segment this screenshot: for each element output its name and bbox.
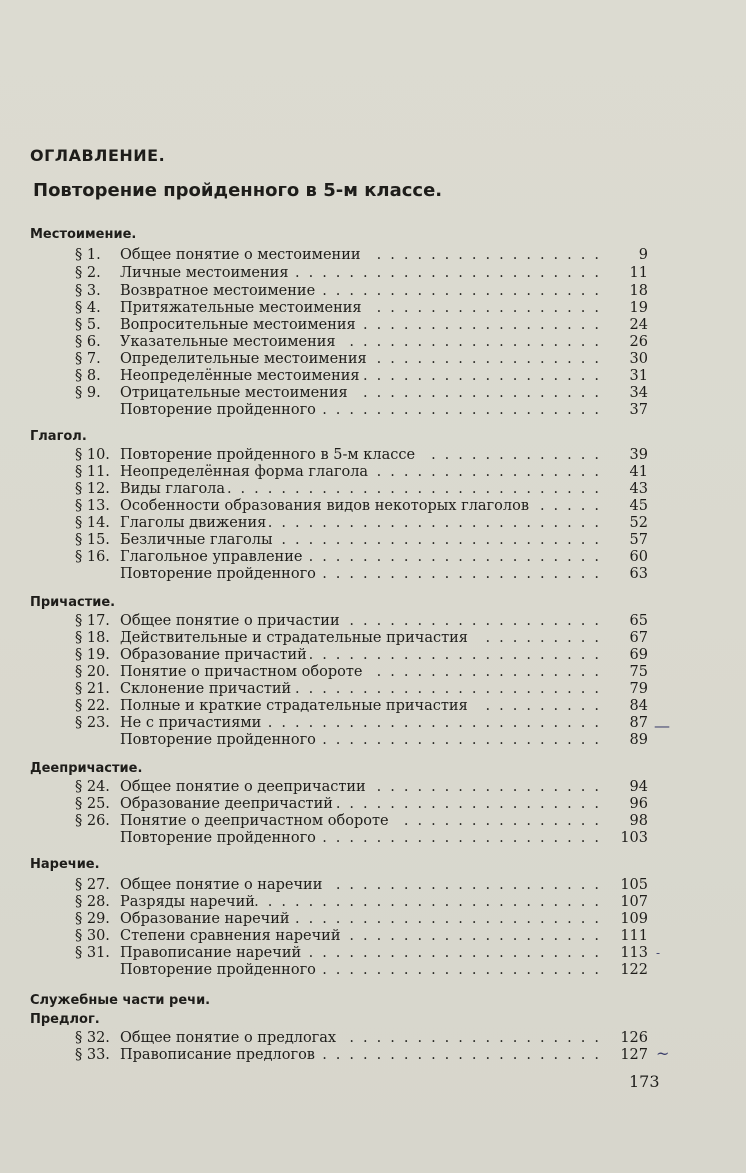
toc-entry <box>75 247 648 264</box>
dot-leader: ......... <box>485 698 608 714</box>
entry-page: 43 <box>629 481 648 497</box>
section-heading: Наречие. <box>30 857 100 872</box>
dot-leader: ................... <box>349 928 608 944</box>
entry-title: Действительные и страдательные причастия <box>120 630 468 646</box>
entry-title: Повторение пройденного <box>120 402 316 418</box>
section-number: § 6. <box>75 334 101 350</box>
dot-leader: ......... <box>485 630 608 646</box>
entry-page: 37 <box>629 402 648 418</box>
toc-entry <box>75 630 648 647</box>
toc-entry <box>75 481 648 498</box>
entry-page: 79 <box>629 681 648 697</box>
section-number: § 17. <box>75 613 110 629</box>
entry-title: Повторение пройденного в 5-м классе <box>120 447 416 463</box>
toc-entry <box>75 317 648 334</box>
toc-entry <box>75 334 648 351</box>
section-number: § 27. <box>75 877 110 893</box>
dot-leader: ................... <box>349 1030 608 1046</box>
entry-page: 111 <box>620 928 648 944</box>
pencil-mark: ~ <box>656 1044 670 1063</box>
toc-entry <box>75 265 648 282</box>
dot-leader: .................. <box>363 317 608 333</box>
entry-title: Склонение причастий <box>120 681 292 697</box>
toc-entry <box>75 732 648 749</box>
entry-page: 60 <box>629 549 648 565</box>
section-number: § 33. <box>75 1047 110 1063</box>
entry-page: 30 <box>629 351 648 367</box>
dot-leader: ....................... <box>294 911 608 927</box>
section-number: § 16. <box>75 549 110 565</box>
section-number: § 19. <box>75 647 110 663</box>
entry-page: 41 <box>629 464 648 480</box>
entry-title: Понятие о причастном обороте <box>120 664 363 680</box>
entry-title: Повторение пройденного <box>120 566 316 582</box>
section-heading: Предлог. <box>30 1012 100 1027</box>
entry-title: Общее понятие о предлогах <box>120 1030 337 1046</box>
entry-title: Возвратное местоимение <box>120 283 316 299</box>
entry-page: 39 <box>629 447 648 463</box>
toc-entry <box>75 664 648 681</box>
entry-title: Глагольное управление <box>120 549 303 565</box>
entry-title: Образование деепричастий <box>120 796 333 812</box>
toc-entry <box>75 945 648 962</box>
dot-leader: ................. <box>376 351 608 367</box>
dot-leader: ............... <box>403 813 608 829</box>
toc-entry <box>75 515 648 532</box>
toc-entry <box>75 351 648 368</box>
dot-leader: ..................... <box>322 830 608 846</box>
entry-title: Не с причастиями <box>120 715 262 731</box>
entry-title: Общее понятие о причастии <box>120 613 340 629</box>
section-number: § 11. <box>75 464 110 480</box>
toc-entry <box>75 1047 648 1064</box>
dot-leader: ..................... <box>322 566 608 582</box>
toc-entry <box>75 813 648 830</box>
toc-entry <box>75 681 648 698</box>
section-number: § 15. <box>75 532 110 548</box>
entry-title: Отрицательные местоимения <box>120 385 348 401</box>
entry-page: 57 <box>629 532 648 548</box>
toc-entry <box>75 532 648 549</box>
entry-page: 98 <box>629 813 648 829</box>
entry-page: 34 <box>629 385 648 401</box>
entry-title: Полные и краткие страдательные причастия <box>120 698 468 714</box>
entry-title: Глаголы движения <box>120 515 267 531</box>
dot-leader: ..................... <box>322 962 608 978</box>
entry-page: 75 <box>629 664 648 680</box>
toc-entry <box>75 300 648 317</box>
toc-entry <box>75 464 648 481</box>
toc-entry <box>75 368 648 385</box>
dot-leader: ........................ <box>281 532 608 548</box>
section-number: § 2. <box>75 265 101 281</box>
section-heading: Деепричастие. <box>30 761 143 776</box>
section-number: § 29. <box>75 911 110 927</box>
entry-title: Притяжательные местоимения <box>120 300 362 316</box>
section-number: § 28. <box>75 894 110 910</box>
entry-page: 113 <box>620 945 648 961</box>
pencil-mark: - <box>656 946 661 960</box>
section-number: § 31. <box>75 945 110 961</box>
dot-leader: ................... <box>349 613 608 629</box>
entry-title: Безличные глаголы <box>120 532 273 548</box>
toc-entry <box>75 1030 648 1047</box>
entry-page: 45 <box>629 498 648 514</box>
dot-leader: ...................... <box>308 647 608 663</box>
entry-title: Определительные местоимения <box>120 351 367 367</box>
dot-leader: ................. <box>376 464 608 480</box>
toc-entry <box>75 385 648 402</box>
toc-entry <box>75 962 648 979</box>
entry-title: Понятие о деепричастном обороте <box>120 813 389 829</box>
section-number: § 20. <box>75 664 110 680</box>
entry-title: Повторение пройденного <box>120 830 316 846</box>
toc-entry <box>75 911 648 928</box>
entry-title: Образование наречий <box>120 911 290 927</box>
toc-entry <box>75 402 648 419</box>
dot-leader: ............................ <box>226 481 608 497</box>
dot-leader: ...................... <box>308 945 608 961</box>
toc-title: ОГЛАВЛЕНИЕ. <box>30 146 166 165</box>
section-number: § 32. <box>75 1030 110 1046</box>
entry-title: Повторение пройденного <box>120 962 316 978</box>
entry-title: Правописание предлогов <box>120 1047 315 1063</box>
toc-entry <box>75 549 648 566</box>
entry-page: 9 <box>638 247 648 263</box>
section-number: § 18. <box>75 630 110 646</box>
entry-page: 26 <box>629 334 648 350</box>
dot-leader: ................... <box>349 334 608 350</box>
section-number: § 5. <box>75 317 101 333</box>
dot-leader: ................. <box>376 300 608 316</box>
entry-title: Степени сравнения наречий <box>120 928 341 944</box>
toc-entry <box>75 715 648 732</box>
section-number: § 7. <box>75 351 101 367</box>
section-number: § 23. <box>75 715 110 731</box>
entry-page: 24 <box>629 317 648 333</box>
dot-leader: .................... <box>335 796 608 812</box>
entry-page: 84 <box>629 698 648 714</box>
dot-leader: ..... <box>539 498 608 514</box>
entry-page: 122 <box>620 962 648 978</box>
entry-page: 87 <box>629 715 648 731</box>
dot-leader: ................. <box>376 779 608 795</box>
entry-page: 63 <box>629 566 648 582</box>
entry-title: Образование причастий <box>120 647 307 663</box>
toc-entry <box>75 796 648 813</box>
section-heading: Причастие. <box>30 595 116 610</box>
dot-leader: ................. <box>376 247 608 263</box>
dot-leader: ..................... <box>322 283 608 299</box>
toc-entry <box>75 566 648 583</box>
entry-page: 105 <box>620 877 648 893</box>
section-heading: Глагол. <box>30 429 87 444</box>
toc-entry <box>75 830 648 847</box>
toc-entry <box>75 928 648 945</box>
section-number: § 12. <box>75 481 110 497</box>
toc-entry <box>75 779 648 796</box>
dot-leader: ......................... <box>267 715 608 731</box>
entry-title: Повторение пройденного <box>120 732 316 748</box>
dot-leader: ..................... <box>322 1047 608 1063</box>
entry-page: 127 <box>620 1047 648 1063</box>
entry-page: 107 <box>620 894 648 910</box>
entry-title: Общее понятие о деепричастии <box>120 779 366 795</box>
entry-page: 96 <box>629 796 648 812</box>
entry-title: Общее понятие о местоимении <box>120 247 361 263</box>
section-heading: Служебные части речи. <box>30 993 211 1008</box>
entry-title: Указательные местоимения <box>120 334 336 350</box>
section-number: § 14. <box>75 515 110 531</box>
section-number: § 9. <box>75 385 101 401</box>
entry-title: Разряды наречий <box>120 894 255 910</box>
entry-page: 126 <box>620 1030 648 1046</box>
toc-subtitle: Повторение пройденного в 5-м классе. <box>33 180 443 201</box>
toc-entry <box>75 613 648 630</box>
entry-title: Виды глагола <box>120 481 226 497</box>
section-number: § 24. <box>75 779 110 795</box>
dot-leader: .......................... <box>254 894 608 910</box>
dot-leader: ....................... <box>294 265 608 281</box>
section-number: § 10. <box>75 447 110 463</box>
dot-leader: ..................... <box>322 732 608 748</box>
section-number: § 25. <box>75 796 110 812</box>
toc-entry <box>75 283 648 300</box>
pencil-mark: — <box>654 716 670 735</box>
section-number: § 3. <box>75 283 101 299</box>
section-number: § 1. <box>75 247 101 263</box>
entry-title: Правописание наречий <box>120 945 302 961</box>
entry-title: Личные местоимения <box>120 265 289 281</box>
toc-entry <box>75 647 648 664</box>
dot-leader: ....................... <box>294 681 608 697</box>
dot-leader: ...................... <box>308 549 608 565</box>
entry-page: 18 <box>629 283 648 299</box>
entry-title: Неопределённые местоимения <box>120 368 360 384</box>
entry-title: Общее понятие о наречии <box>120 877 323 893</box>
dot-leader: .................... <box>335 877 608 893</box>
section-number: § 22. <box>75 698 110 714</box>
section-number: § 13. <box>75 498 110 514</box>
section-number: § 21. <box>75 681 110 697</box>
toc-entry <box>75 698 648 715</box>
dot-leader: .................. <box>363 368 608 384</box>
dot-leader: ................. <box>376 664 608 680</box>
dot-leader: ..................... <box>322 402 608 418</box>
section-number: § 26. <box>75 813 110 829</box>
dot-leader: ......................... <box>267 515 608 531</box>
entry-page: 69 <box>629 647 648 663</box>
toc-entry <box>75 498 648 515</box>
page-number: 173 <box>629 1072 660 1091</box>
entry-page: 52 <box>629 515 648 531</box>
entry-title: Вопросительные местоимения <box>120 317 356 333</box>
dot-leader: ............. <box>431 447 608 463</box>
entry-title: Особенности образования видов некоторых глаголов <box>120 498 529 514</box>
entry-page: 19 <box>629 300 648 316</box>
section-number: § 8. <box>75 368 101 384</box>
entry-page: 31 <box>629 368 648 384</box>
toc-entry <box>75 447 648 464</box>
toc-entry <box>75 877 648 894</box>
entry-page: 109 <box>620 911 648 927</box>
entry-page: 11 <box>629 265 648 281</box>
entry-page: 65 <box>629 613 648 629</box>
section-heading: Местоимение. <box>30 227 137 242</box>
entry-page: 94 <box>629 779 648 795</box>
entry-page: 89 <box>629 732 648 748</box>
entry-page: 103 <box>620 830 648 846</box>
entry-page: 67 <box>629 630 648 646</box>
dot-leader: .................. <box>363 385 608 401</box>
section-number: § 4. <box>75 300 101 316</box>
section-number: § 30. <box>75 928 110 944</box>
toc-entry <box>75 894 648 911</box>
entry-title: Неопределённая форма глагола <box>120 464 369 480</box>
